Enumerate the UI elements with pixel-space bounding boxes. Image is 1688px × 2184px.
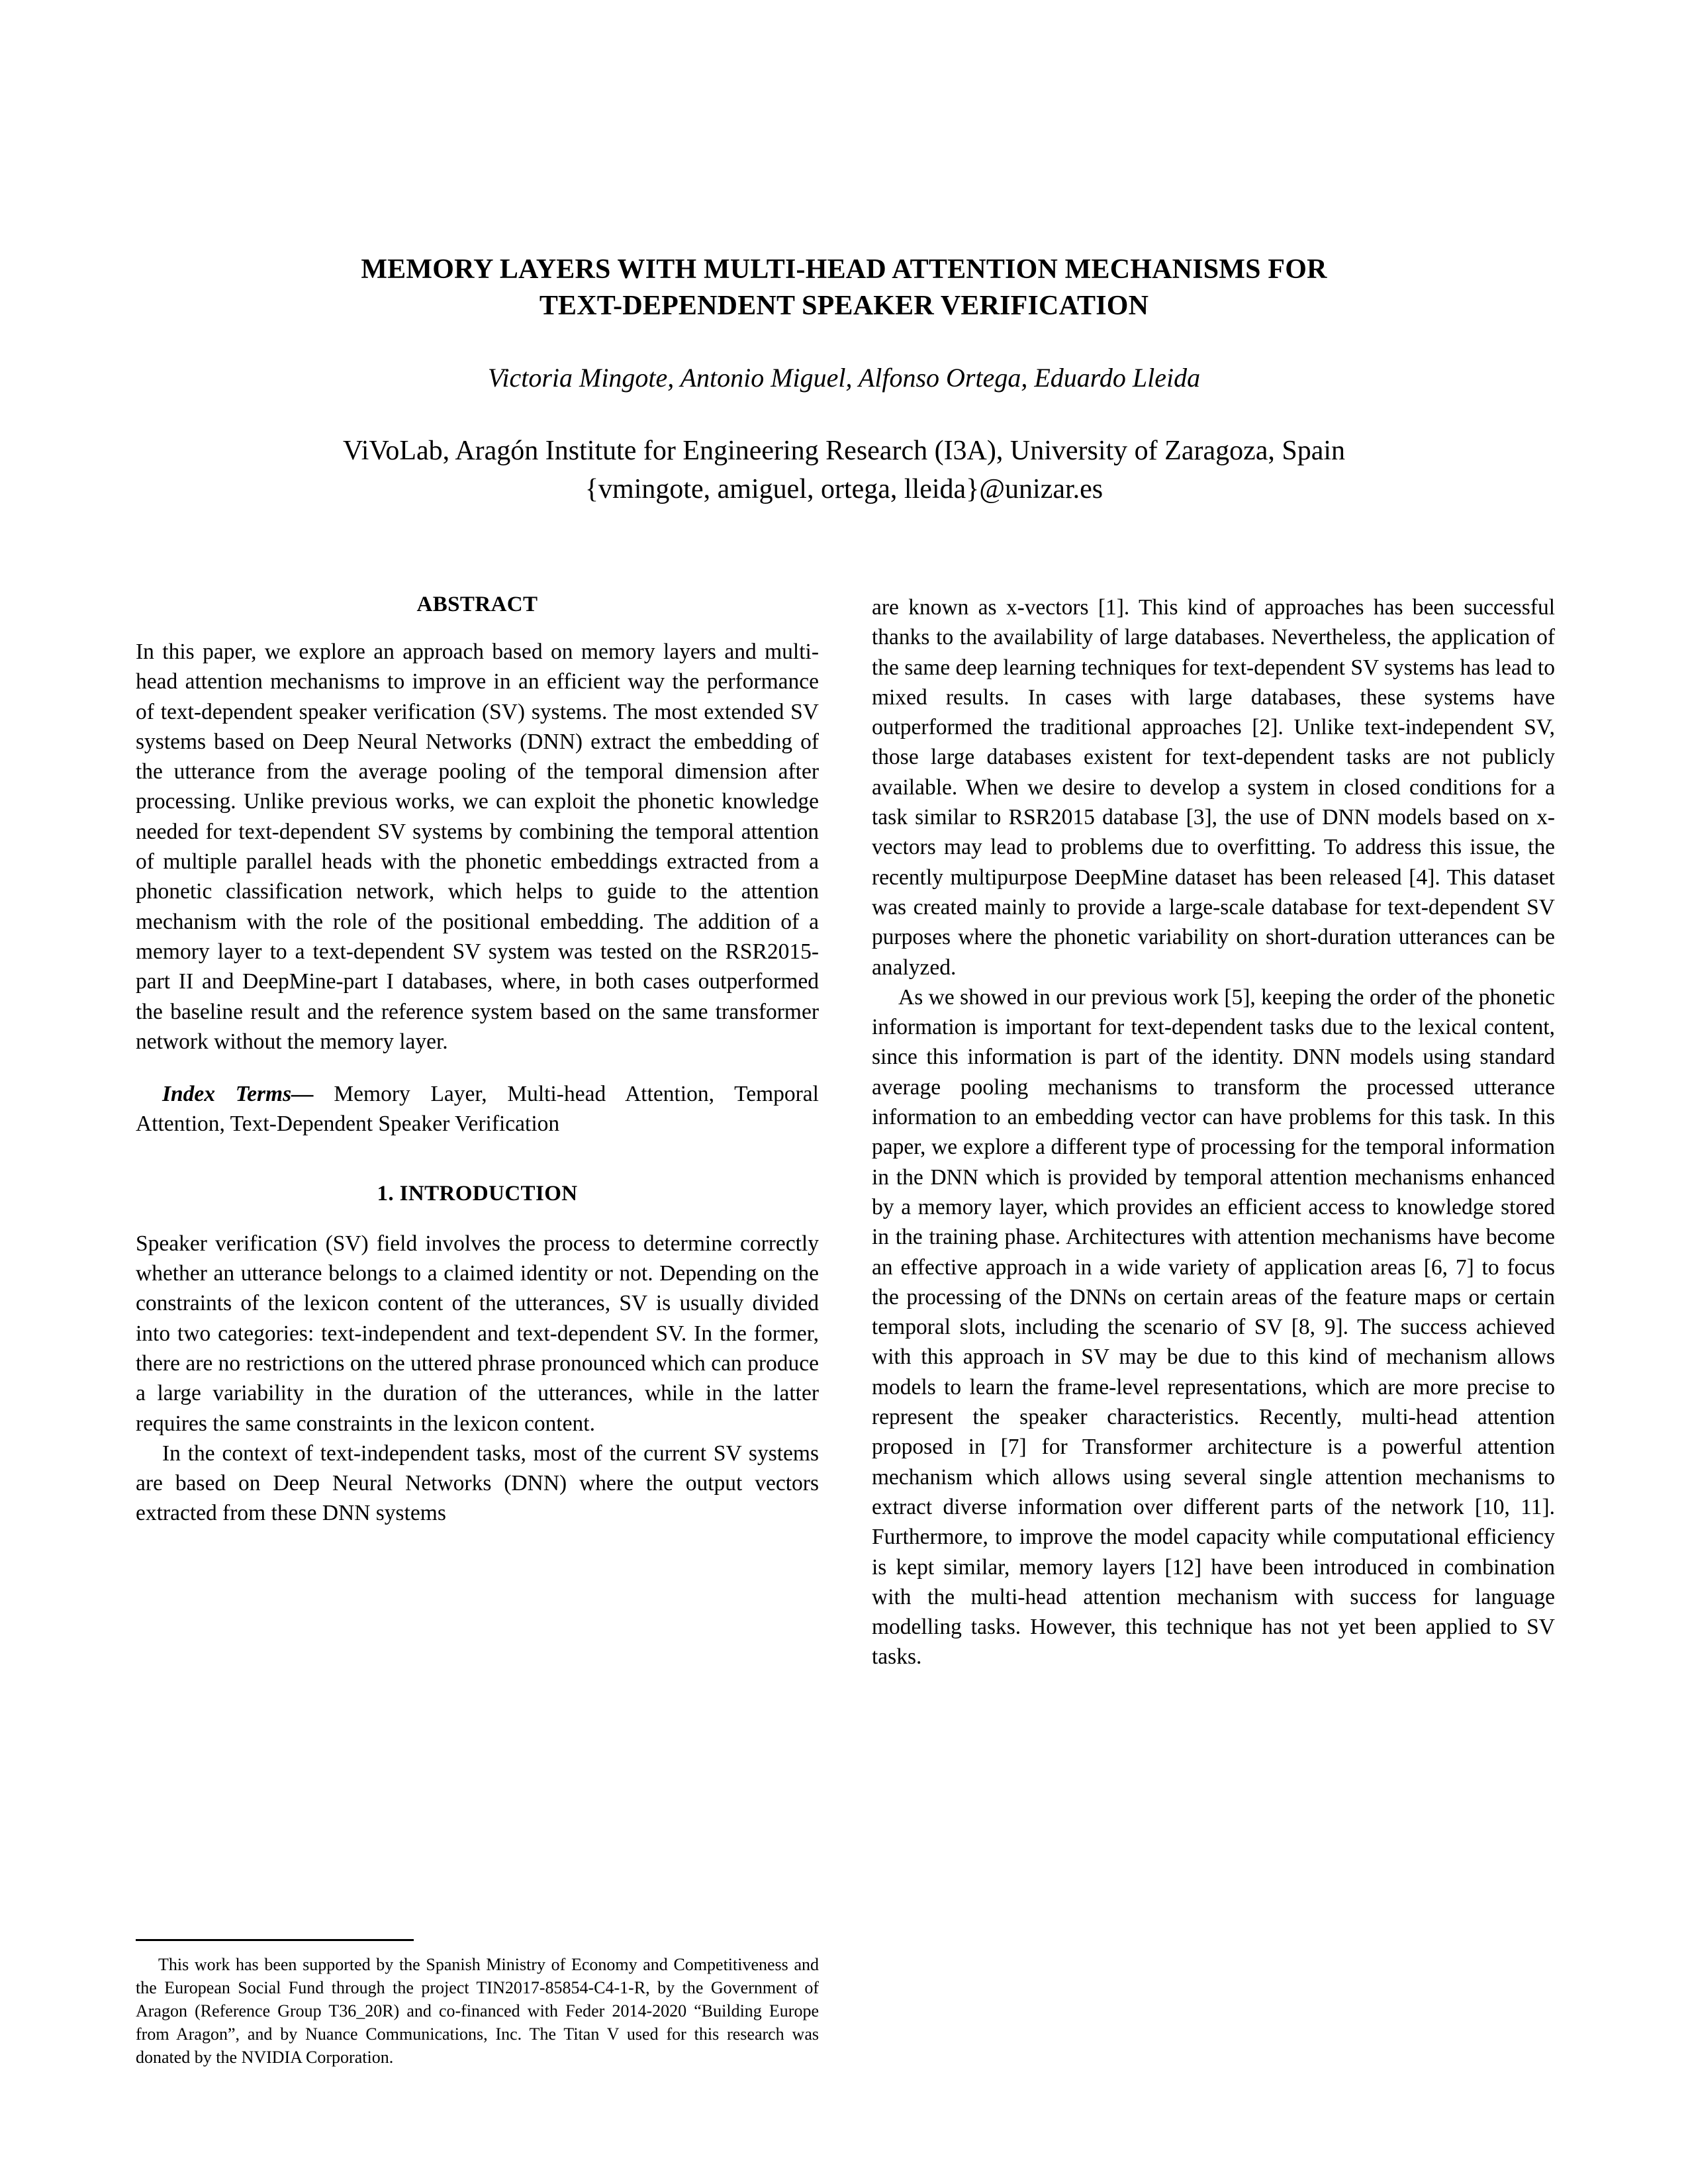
introduction-heading: 1. INTRODUCTION bbox=[377, 1181, 578, 1206]
affiliation-emails: {vmingote, amiguel, ortega, lleida}@unizar.es bbox=[585, 474, 1103, 505]
index-terms-label: Index Terms— bbox=[162, 1082, 314, 1107]
footnote-rule bbox=[136, 1939, 414, 1941]
intro-paragraph-1: Speaker verification (SV) field involves the process to determine correctly whether an utterance belongs to a claimed identity or not. Depending on the constraints of the lexicon content of the utterances, SV is usually divided into two categories: text-independent and text-dependent SV. In the former, there are no restrictions on the uttered phrase pronounced which can produce a large variability in the duration of the utterances, while in the latter requires the same constraints in the lexicon content. bbox=[136, 1231, 819, 1436]
intro-paragraph-2: In the context of text-independent tasks, most of the current SV systems are based on Deep Neural Networks (DNN) where the output vectors extracted from these DNN systems bbox=[136, 1441, 819, 1526]
abstract-heading: ABSTRACT bbox=[416, 593, 538, 616]
affiliation-line: ViVoLab, Aragón Institute for Engineering Research (I3A), University of Zaragoza, Spain bbox=[342, 436, 1346, 467]
left-column bbox=[136, 593, 819, 2069]
footnote-text: This work has been supported by the Spanish Ministry of Economy and Competitiveness and the European Social Fund through the project TIN2017-85854-C4-1-R, by the Government of Aragon (Reference Group T36_20R) and co-financed with Feder 2014-2020 “Building Europe from Aragon”, and by Nuance Communications, Inc. The Titan V used for this research was donated by the NVIDIA Corporation. bbox=[136, 1955, 819, 2067]
right-paragraph-1: are known as x-vectors [1]. This kind of approaches has been successful thanks to the availability of large databases. Nevertheless, the application of the same deep learning techniques for text-dependent SV systems has lead to mixed results. In cases with large databases, these systems have outperformed the traditional approaches [2]. Unlike text-independent SV, those large databases existent for text-dependent tasks are not publicly available. When we desire to develop a system in closed conditions for a task similar to RSR2015 database [3], the use of DNN models based on x-vectors may lead to problems due to overfitting. To address this issue, the recently multipurpose DeepMine dataset has been released [4]. This dataset was created mainly to provide a large-scale database for text-dependent SV purposes where the phonetic variability on short-duration utterances can be analyzed. bbox=[872, 595, 1555, 980]
right-column bbox=[872, 593, 1555, 2069]
footnote-block bbox=[136, 1939, 819, 2069]
paper-header bbox=[252, 252, 1436, 509]
author-list: Victoria Mingote, Antonio Miguel, Alfonso Ortega, Eduardo Lleida bbox=[487, 363, 1201, 393]
body-columns bbox=[136, 593, 1556, 2069]
title-line-1: MEMORY LAYERS WITH MULTI-HEAD ATTENTION MECHANISMS FOR bbox=[361, 254, 1327, 285]
affiliation-block bbox=[252, 432, 1436, 509]
index-terms bbox=[136, 1079, 819, 1139]
right-paragraph-2: As we showed in our previous work [5], keeping the order of the phonetic information is important for text-dependent tasks due to the lexical content, since this information is part of the identity. DNN models using standard average pooling mechanisms to transform the processed utterance information to an embedding vector can have problems for this task. In this paper, we explore a different type of processing for the temporal information in the DNN which is provided by temporal attention mechanisms enhanced by a memory layer, which provides an efficient access to knowledge stored in the training phase. Architectures with attention mechanisms have become an effective approach in a wide variety of application areas [6, 7] to focus the processing of the DNNs on certain areas of the feature maps or certain temporal slots, including the scenario of SV [8, 9]. The success achieved with this approach in SV may be due to this kind of mechanism allows models to learn the frame-level representations, which are more precise to represent the speaker characteristics. Recently, multi-head attention proposed in [7] for Transformer architecture is a powerful attention mechanism which allows using several single attention mechanisms to extract diverse information over different parts of the network [10, 11]. Furthermore, to improve the model capacity while computational efficiency is kept similar, memory layers [12] have been introduced in combination with the multi-head attention mechanism with success for language modelling tasks. However, this technique has not yet been applied to SV tasks. bbox=[872, 984, 1555, 1670]
abstract-paragraph: In this paper, we explore an approach based on memory layers and multi-head attention mechanisms to improve in an efficient way the performance of text-dependent speaker verification (SV) systems. The most extended SV systems based on Deep Neural Networks (DNN) extract the embedding of the utterance from the average pooling of the temporal dimension after processing. Unlike previous works, we can exploit the phonetic knowledge needed for text-dependent SV systems by combining the temporal attention of multiple parallel heads with the phonetic embeddings extracted from a phonetic classification network, which helps to guide to the attention mechanism with the role of the positional embedding. The addition of a memory layer to a text-dependent SV system was tested on the RSR2015-part II and DeepMine-part I databases, where, in both cases outperformed the baseline result and the reference system based on the same transformer network without the memory layer. bbox=[136, 640, 819, 1054]
index-terms-text: Memory Layer, Multi-head Attention, Temporal Attention, Text-Dependent Speaker Verification bbox=[136, 1082, 819, 1137]
page-title bbox=[252, 252, 1436, 324]
title-line-2: TEXT-DEPENDENT SPEAKER VERIFICATION bbox=[539, 290, 1149, 321]
